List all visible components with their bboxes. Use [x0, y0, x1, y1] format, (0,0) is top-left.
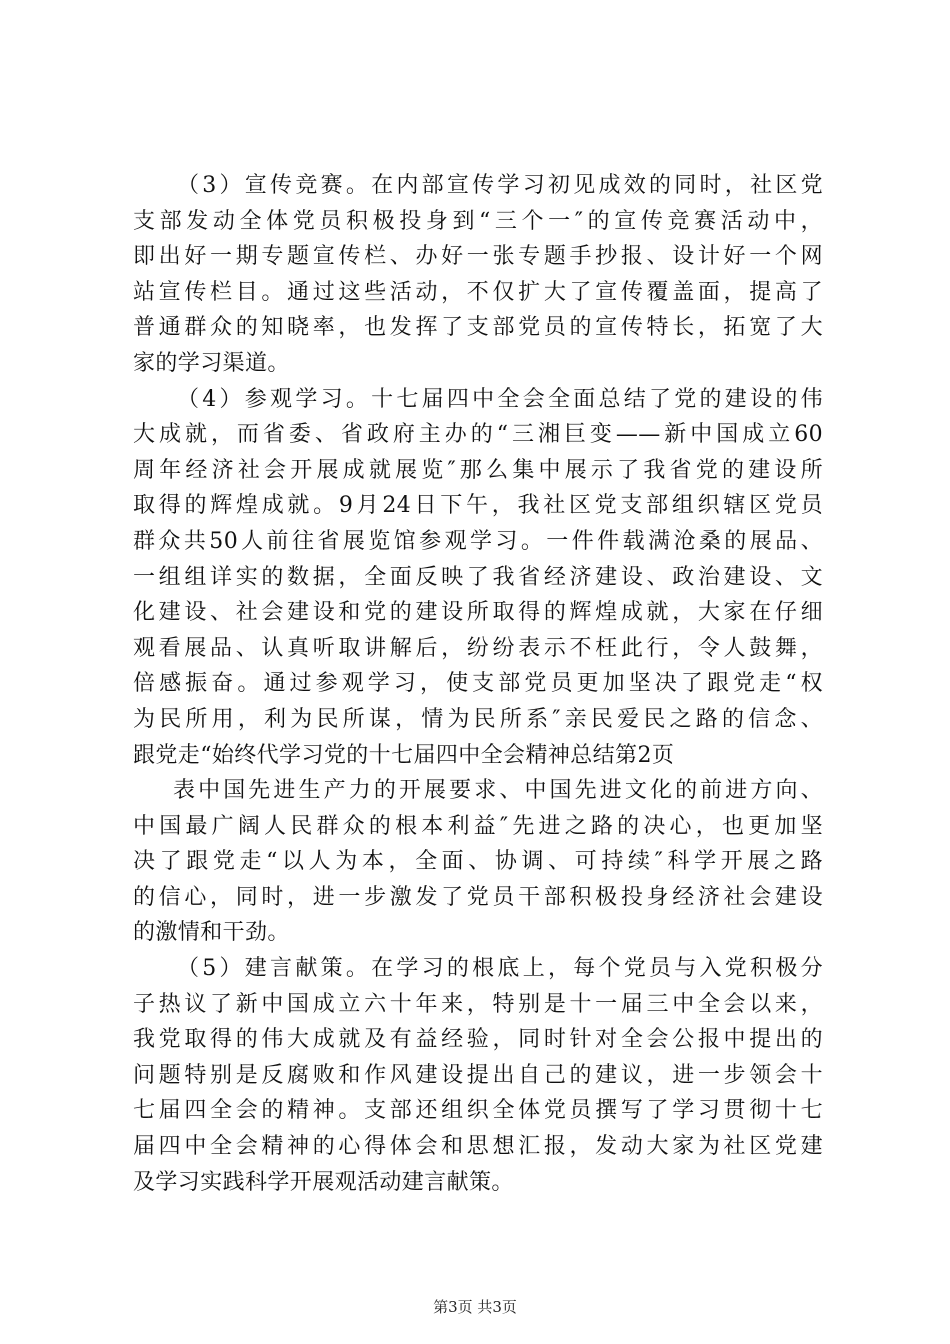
text-line: 周年经济社会开展成就展览″那么集中展示了我省党的建设所 — [133, 457, 823, 483]
text-line: 的激情和干劲。 — [133, 920, 290, 946]
text-line: 的信心，同时，进一步激发了党员干部积极投身经济社会建设 — [133, 884, 823, 910]
text-line: 中国最广阔人民群众的根本利益″先进之路的决心，也更加坚 — [133, 813, 823, 839]
text-line: 观看展品、认真听取讲解后，纷纷表示不枉此行，令人鼓舞， — [133, 635, 823, 661]
text-line: 及学习实践科学开展观活动建言献策。 — [133, 1169, 514, 1195]
text-line: 一组组详实的数据，全面反映了我省经济建设、政治建设、文 — [133, 564, 823, 590]
text-line: 取得的辉煌成就。9月24日下午，我社区党支部组织辖区党员 — [133, 493, 823, 519]
text-line: 支部发动全体党员积极投身到“三个一″的宣传竞赛活动中， — [133, 208, 823, 234]
text-line: 子热议了新中国成立六十年来，特别是十一届三中全会以来， — [133, 991, 823, 1017]
text-line: 届四中全会精神的心得体会和思想汇报，发动大家为社区党建 — [133, 1134, 823, 1160]
document-body — [133, 168, 823, 1200]
text-line: 倍感振奋。通过参观学习，使支部党员更加坚决了跟党走“权 — [133, 671, 823, 697]
text-line: 为民所用，利为民所谋，情为民所系″亲民爱民之路的信念、 — [133, 706, 823, 732]
page-number-footer: 第3页 共3页 — [433, 1298, 517, 1316]
text-line: 群众共50人前往省展览馆参观学习。一件件载满沧桑的展品、 — [133, 528, 823, 554]
text-line: （5）建言献策。在学习的根底上，每个党员与入党积极分 — [177, 956, 823, 982]
text-line: 表中国先进生产力的开展要求、中国先进文化的前进方向、 — [173, 778, 823, 804]
text-line: 决了跟党走“以人为本，全面、协调、可持续″科学开展之路 — [133, 849, 823, 875]
text-line: （4）参观学习。十七届四中全会全面总结了党的建设的伟 — [177, 386, 823, 412]
text-line: 问题特别是反腐败和作风建设提出自己的建议，进一步领会十 — [133, 1062, 823, 1088]
text-line: （3）宣传竞赛。在内部宣传学习初见成效的同时，社区党 — [177, 173, 823, 198]
text-line: 即出好一期专题宣传栏、办好一张专题手抄报、设计好一个网 — [133, 244, 823, 270]
text-line: 大成就，而省委、省政府主办的“三湘巨变——新中国成立60 — [133, 422, 823, 448]
text-line: 普通群众的知晓率，也发挥了支部党员的宣传特长，拓宽了大 — [133, 315, 823, 341]
text-line: 站宣传栏目。通过这些活动，不仅扩大了宣传覆盖面，提高了 — [133, 279, 823, 305]
text-line: 七届四全会的精神。支部还组织全体党员撰写了学习贯彻十七 — [133, 1098, 823, 1124]
text-line: 跟党走“始终代学习党的十七届四中全会精神总结第2页 — [133, 742, 675, 768]
text-line: 我党取得的伟大成就及有益经验，同时针对全会公报中提出的 — [133, 1027, 823, 1053]
text-line: 家的学习渠道。 — [133, 350, 290, 376]
text-line: 化建设、社会建设和党的建设所取得的辉煌成就，大家在仔细 — [133, 600, 823, 626]
